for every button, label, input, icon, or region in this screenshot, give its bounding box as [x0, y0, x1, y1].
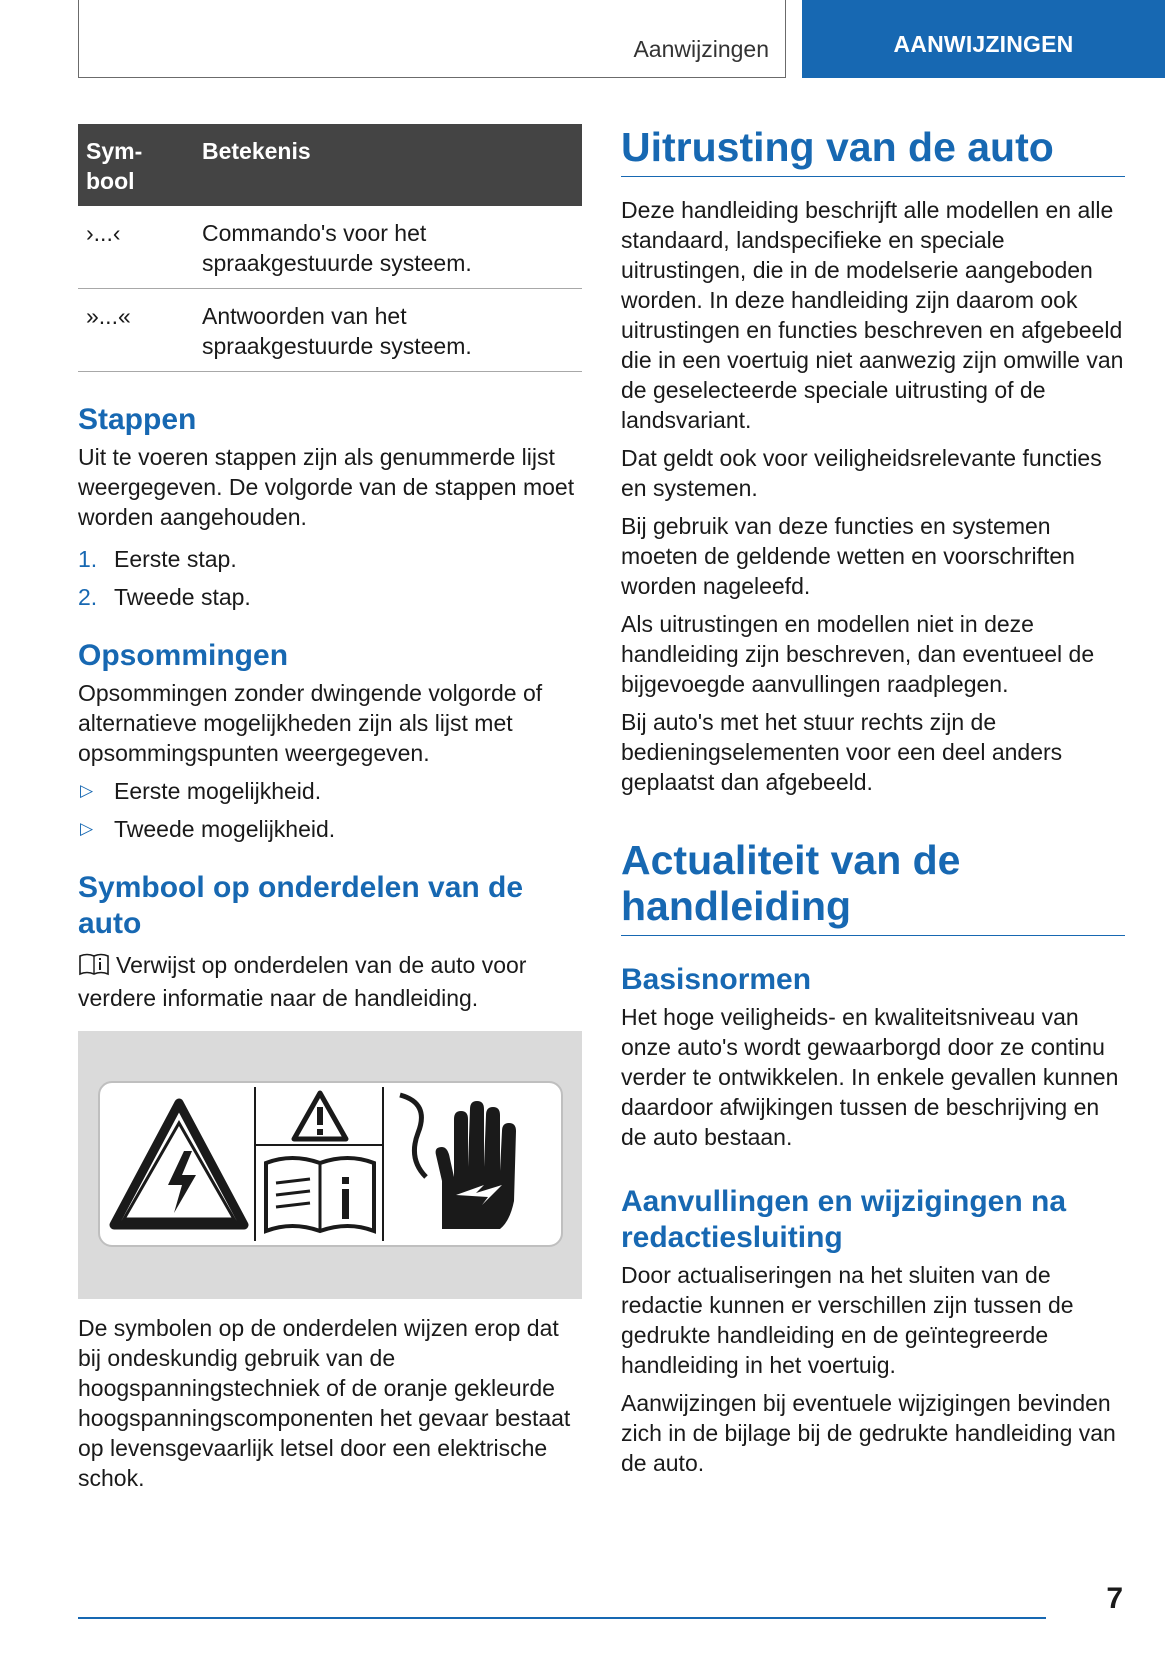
- manual-info-icon: [262, 1153, 378, 1237]
- equipment-heading: Uitrusting van de auto: [621, 124, 1125, 177]
- footer-divider: [78, 1617, 1046, 1619]
- left-column: [78, 124, 582, 1493]
- actuality-heading: Actualiteit van de handleiding: [621, 837, 1125, 936]
- basics-heading: Basisnormen: [621, 963, 812, 996]
- list-item: [78, 582, 582, 612]
- steps-list: [78, 544, 582, 612]
- list-item-text: Tweede mogelijkheid.: [114, 816, 336, 842]
- supplements-heading: Aanvullingen en wijzigingen na redactiesluiting: [621, 1185, 1067, 1254]
- table-cell-symbol: »...«: [78, 289, 194, 372]
- equipment-paragraph: Bij gebruik van deze functies en systemen moeten de geldende wetten en voorschriften worden nageleefd.: [621, 513, 1075, 599]
- column-header-meaning: Betekenis: [194, 124, 582, 206]
- list-item: [78, 544, 582, 574]
- symbol-table: [78, 124, 582, 372]
- warning-label-card: [98, 1081, 563, 1247]
- table-row: [78, 206, 582, 289]
- step-number: 2.: [78, 584, 98, 610]
- header-tab[interactable]: AANWIJZINGEN: [802, 0, 1165, 78]
- table-cell-meaning: Antwoorden van het spraakgestuurde systeem.: [194, 289, 582, 372]
- symbol-parts-text: Verwijst op onderdelen van de auto voor verdere informatie naar de handleiding.: [78, 952, 527, 1011]
- column-header-symbol-label: Sym- bool: [86, 138, 143, 194]
- header-frame: [78, 0, 786, 78]
- steps-heading: Stappen: [78, 403, 197, 436]
- right-column: [621, 124, 1125, 1478]
- triangle-right-icon: ▷: [80, 819, 94, 838]
- list-item: [78, 814, 582, 844]
- high-voltage-icon: [104, 1089, 254, 1239]
- supplements-paragraph: Door actualiseringen na het sluiten van de redactie kunnen er verschillen zijn tussen de gedrukte handleiding en de geïntegreerde handleiding in het voertuig.: [621, 1262, 1074, 1378]
- enumerations-intro: Opsommingen zonder dwingende volgorde of alternatieve mogelijkheden zijn als lijst met opsommingspunten weergegeven.: [78, 680, 543, 766]
- symbol-parts-text-wrap: [78, 950, 582, 1013]
- warning-label-image: [78, 1031, 582, 1299]
- equipment-paragraph: Als uitrustingen en modellen niet in deze handleiding zijn beschreven, dan eventueel de bijgevoegde aanvullingen raadplegen.: [621, 611, 1095, 697]
- step-number: 1.: [78, 546, 98, 572]
- manual-book-icon: [78, 952, 110, 983]
- supplements-paragraph: Aanwijzingen bij eventuele wijzigingen bevinden zich in de bijlage bij de gedrukte handleiding van de auto.: [621, 1390, 1116, 1476]
- basics-text: Het hoge veiligheids- en kwaliteitsniveau van onze auto's wordt gewaarborgd door ze continu verder te ontwikkelen. In enkele gevallen kunnen daardoor afwijkingen tussen de beschrijving en de auto bestaan.: [621, 1004, 1119, 1150]
- header-section-label: Aanwijzingen: [633, 36, 769, 62]
- column-header-symbol: [78, 124, 194, 206]
- warning-caption: De symbolen op de onderdelen wijzen erop dat bij ondeskundig gebruik van de hoogspanningstechniek of de oranje gekleurde hoogspanningscomponenten het gevaar bestaat op levensgevaarlijk letsel door een elektrische schok.: [78, 1315, 571, 1491]
- enumerations-list: [78, 776, 582, 844]
- page-number: 7: [1106, 1582, 1123, 1615]
- equipment-paragraph: Bij auto's met het stuur rechts zijn de bedieningselementen voor een deel anders geplaatst dan afgebeeld.: [621, 709, 1063, 795]
- electric-shock-hand-icon: [390, 1089, 550, 1239]
- table-header-row: [78, 124, 582, 206]
- caution-icon: [290, 1089, 350, 1143]
- equipment-paragraph: Dat geldt ook voor veiligheidsrelevante functies en systemen.: [621, 445, 1102, 501]
- symbol-parts-heading: Symbool op onderdelen van de auto: [78, 871, 524, 940]
- list-item: [78, 776, 582, 806]
- step-text: Tweede stap.: [114, 584, 251, 610]
- table-row: [78, 289, 582, 372]
- steps-intro: Uit te voeren stappen zijn als genummerde lijst weergegeven. De volgorde van de stappen moet worden aangehouden.: [78, 444, 575, 530]
- table-cell-symbol: ›...‹: [78, 206, 194, 289]
- table-cell-meaning: Commando's voor het spraakgestuurde systeem.: [194, 206, 582, 289]
- equipment-paragraph: Deze handleiding beschrijft alle modellen en alle standaard, landspecifieke en speciale uitrustingen, die in de modelserie aangeboden worden. In deze handleiding zijn daarom ook uitrustingen en functies beschreven en afgebeeld die in een voertuig niet aanwezig zijn omwille van de geselecteerde speciale uitrusting of de landsvariant.: [621, 197, 1124, 433]
- list-item-text: Eerste mogelijkheid.: [114, 778, 322, 804]
- step-text: Eerste stap.: [114, 546, 237, 572]
- enumerations-heading: Opsommingen: [78, 639, 289, 672]
- triangle-right-icon: ▷: [80, 781, 94, 800]
